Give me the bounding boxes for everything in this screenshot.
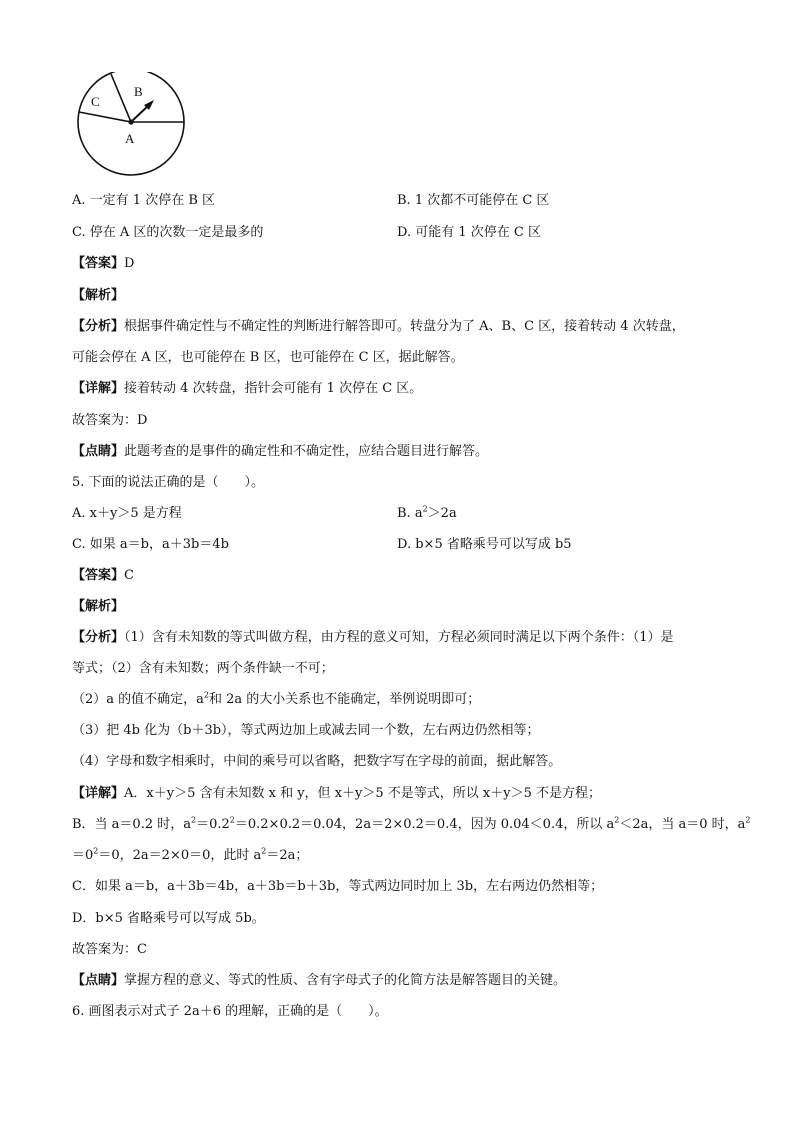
q5-fenxi-line5: （4）字母和数字相乘时，中间的乘号可以省略，把数字写在字母的前面，据此解答。 <box>72 754 562 769</box>
q5-dianjing <box>72 972 566 990</box>
q5-xiangjie-b-line1 <box>72 816 750 834</box>
q4-dianjing <box>72 443 488 461</box>
q5-xiangjie-a <box>72 785 601 803</box>
fenxi-3-post: 和 2a 的大小关系也不能确定，举例说明即可； <box>209 692 481 707</box>
superscript: 2 <box>93 846 99 856</box>
q5-option-b <box>397 505 457 523</box>
xiangjie-tag: 【详解】 <box>72 381 125 396</box>
q5-xiangjie-d: D．b×5 省略乘号可以写成 5b。 <box>72 911 265 926</box>
q4-fenxi-line2: 可能会停在 A 区，也可能停在 B 区，也可能停在 C 区，据此解答。 <box>72 350 464 365</box>
q5-final-answer: 故答案为：C <box>72 942 147 957</box>
text-run: ＝0.2 <box>196 817 230 832</box>
jiexi-tag: 【解析】 <box>72 599 125 614</box>
q4-fenxi-line1 <box>72 318 685 336</box>
dianjing-text: 此题考查的是事件的确定性和不确定性，应结合题目进行解答。 <box>124 444 489 459</box>
jiexi-tag: 【解析】 <box>72 288 125 303</box>
q4-option-d: D. 可能有 1 次停在 C 区 <box>397 225 541 240</box>
answer-tag: 【答案】 <box>72 256 125 271</box>
fenxi-text: （1）含有未知数的等式叫做方程，由方程的意义可知，方程必须同时满足以下两个条件：（1）是 <box>124 630 674 645</box>
q5-fenxi-line4: （3）把 4b 化为（b＋3b），等式两边加上或减去同一个数，左右两边仍然相等； <box>72 723 540 738</box>
fenxi-text: 根据事件确定性与不确定性的判断进行解答即可。转盘分为了 A、B、C 区，接着转动 4 次转盘， <box>124 319 685 334</box>
q5-fenxi-line2: 等式；（2）含有未知数；两个条件缺一不可； <box>72 661 334 676</box>
superscript: 2 <box>745 815 751 825</box>
spinner-pivot <box>128 119 133 124</box>
q5-answer <box>72 567 134 585</box>
text-run: ＜2a，当 a＝0 时，a <box>619 817 746 832</box>
superscript: 2 <box>261 846 267 856</box>
fenxi-tag: 【分析】 <box>72 630 125 645</box>
xiangjie-tag: 【详解】 <box>72 786 125 801</box>
text-run: ＝2a； <box>266 848 309 863</box>
region-label-a: A <box>125 131 135 146</box>
text-run: ＝0 <box>72 848 94 863</box>
q5-xiangjie-c: C．如果 a＝b，a＋3b＝4b，a＋3b＝b＋3b，等式两边同时加上 3b，左右两边仍然相等； <box>72 879 604 894</box>
superscript: 2 <box>203 690 209 700</box>
answer-tag: 【答案】 <box>72 568 125 583</box>
q5-option-a: A. x＋y＞5 是方程 <box>72 506 182 521</box>
q4-jiexi <box>72 287 124 305</box>
text-run: ＝0.2×0.2＝0.04，2a＝2×0.2＝0.4，因为 0.04＜0.4，所以 a <box>234 817 615 832</box>
q4-final-answer: 故答案为：D <box>72 413 148 428</box>
q4-option-b: B. 1 次都不可能停在 C 区 <box>397 193 550 208</box>
text-run: ＝0，2a＝2×0＝0，此时 a <box>98 848 262 863</box>
answer-value: C <box>124 568 134 583</box>
q5-stem: 5. 下面的说法正确的是（ ）。 <box>72 475 265 490</box>
q5-jiexi <box>72 598 124 616</box>
spinner-divider-left <box>79 112 131 122</box>
superscript: 2 <box>191 815 197 825</box>
xiangjie-text: 接着转动 4 次转盘，指针会可能有 1 次停在 C 区。 <box>124 381 423 396</box>
q5-option-b-post: ＞2a <box>427 506 457 521</box>
dianjing-text: 掌握方程的意义、等式的性质、含有字母式子的化简方法是解答题目的关键。 <box>124 973 567 988</box>
q5-option-d: D. b×5 省略乘号可以写成 b5 <box>397 537 572 552</box>
dianjing-tag: 【点睛】 <box>72 973 125 988</box>
q5-option-b-pre: B. a <box>397 506 423 521</box>
region-label-c: C <box>91 94 100 109</box>
superscript: 2 <box>614 815 620 825</box>
spinner-figure <box>70 72 192 178</box>
answer-value: D <box>124 256 135 271</box>
superscript: 2 <box>422 504 428 514</box>
q5-xiangjie-b-line2 <box>72 847 308 865</box>
region-label-b: B <box>134 84 143 99</box>
q4-option-a: A. 一定有 1 次停在 B 区 <box>72 193 216 208</box>
q5-option-c: C. 如果 a＝b，a＋3b＝4b <box>72 537 229 552</box>
q6-stem: 6. 画图表示对式子 2a＋6 的理解，正确的是（ ）。 <box>72 1004 388 1019</box>
dianjing-tag: 【点睛】 <box>72 444 125 459</box>
text-run: B．当 a＝0.2 时，a <box>72 817 191 832</box>
q4-answer <box>72 255 134 273</box>
q4-option-c: C. 停在 A 区的次数一定是最多的 <box>72 225 264 240</box>
superscript: 2 <box>229 815 235 825</box>
fenxi-3-pre: （2）a 的值不确定，a <box>72 692 204 707</box>
q4-xiangjie <box>72 380 422 398</box>
spinner-divider-upper <box>111 74 131 122</box>
xiangjie-a-text: A．x＋y＞5 含有未知数 x 和 y，但 x＋y＞5 不是等式，所以 x＋y＞5 不是方程； <box>124 786 601 801</box>
q5-fenxi-line3 <box>72 691 480 709</box>
q5-fenxi-line1 <box>72 629 674 647</box>
fenxi-tag: 【分析】 <box>72 319 125 334</box>
